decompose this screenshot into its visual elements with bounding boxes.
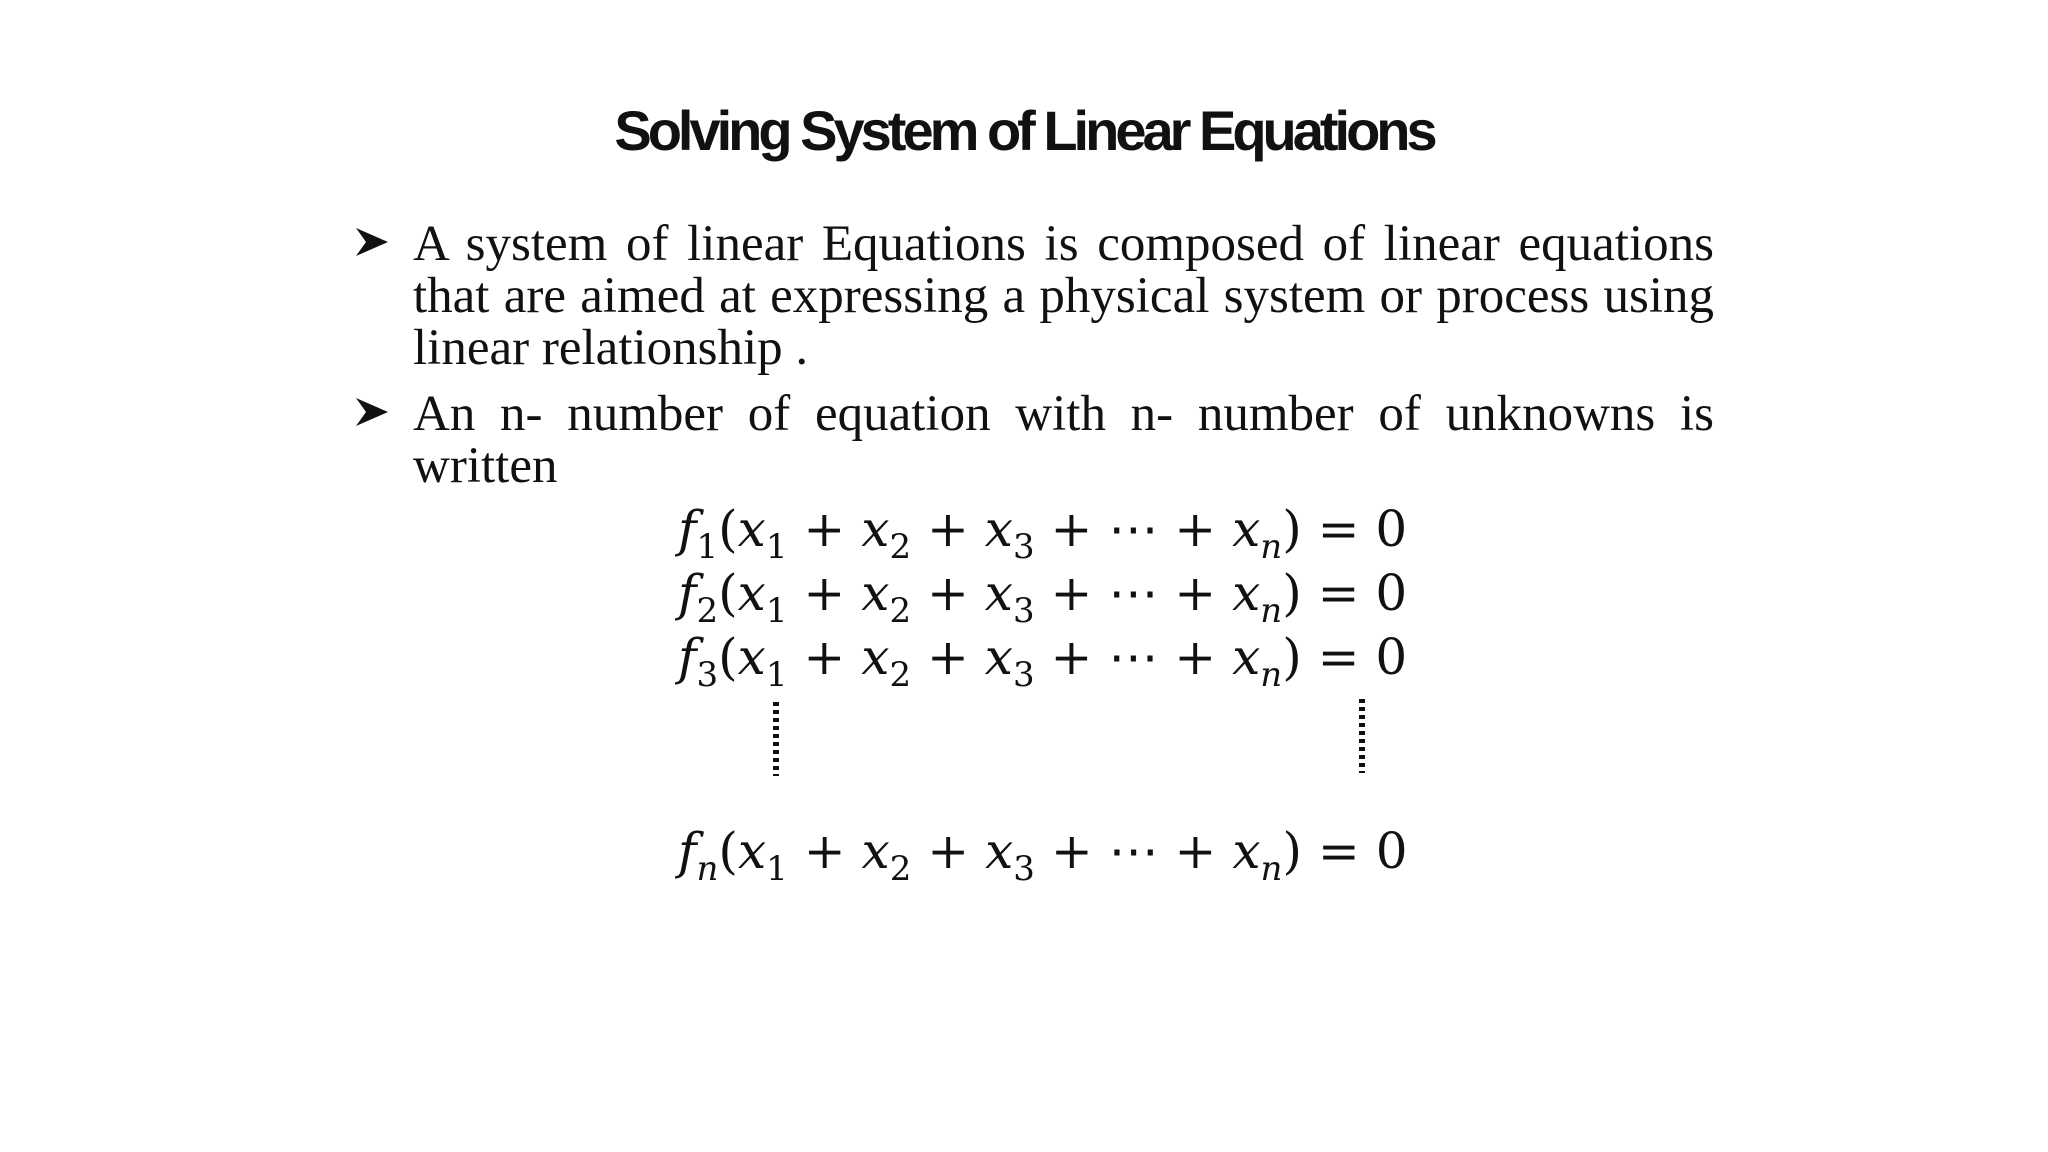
equation-n: $f_n(x_1 + x_2 + x_3$ + ⋯ + $x_n) = 0$ [678,822,1408,889]
vertical-dots-right [1359,699,1365,773]
equation-1: $f_1(x_1 + x_2 + x_3$ + ⋯ + $x_n) = 0$ [678,500,1408,567]
vertical-dots-left [773,702,779,776]
slide-title: Solving System of Linear Equations [614,99,1434,162]
bullet-item [354,388,1714,492]
equation-3: $f_3(x_1 + x_2 + x_3$ + ⋯ + $x_n) = 0$ [678,628,1408,695]
arrowhead-bullet-icon [354,224,390,260]
bullet-text: An n- number of equation with n- number of unknowns is written [413,386,1714,494]
bullet-text: A system of linear Equations is composed of linear equations that are aimed at expressing a physical system or process using linear relationship . [413,216,1714,376]
bullet-list [354,218,1714,506]
arrowhead-bullet-icon [354,394,390,430]
bullet-item [354,218,1714,374]
equation-2: $f_2(x_1 + x_2 + x_3$ + ⋯ + $x_n) = 0$ [678,564,1408,631]
